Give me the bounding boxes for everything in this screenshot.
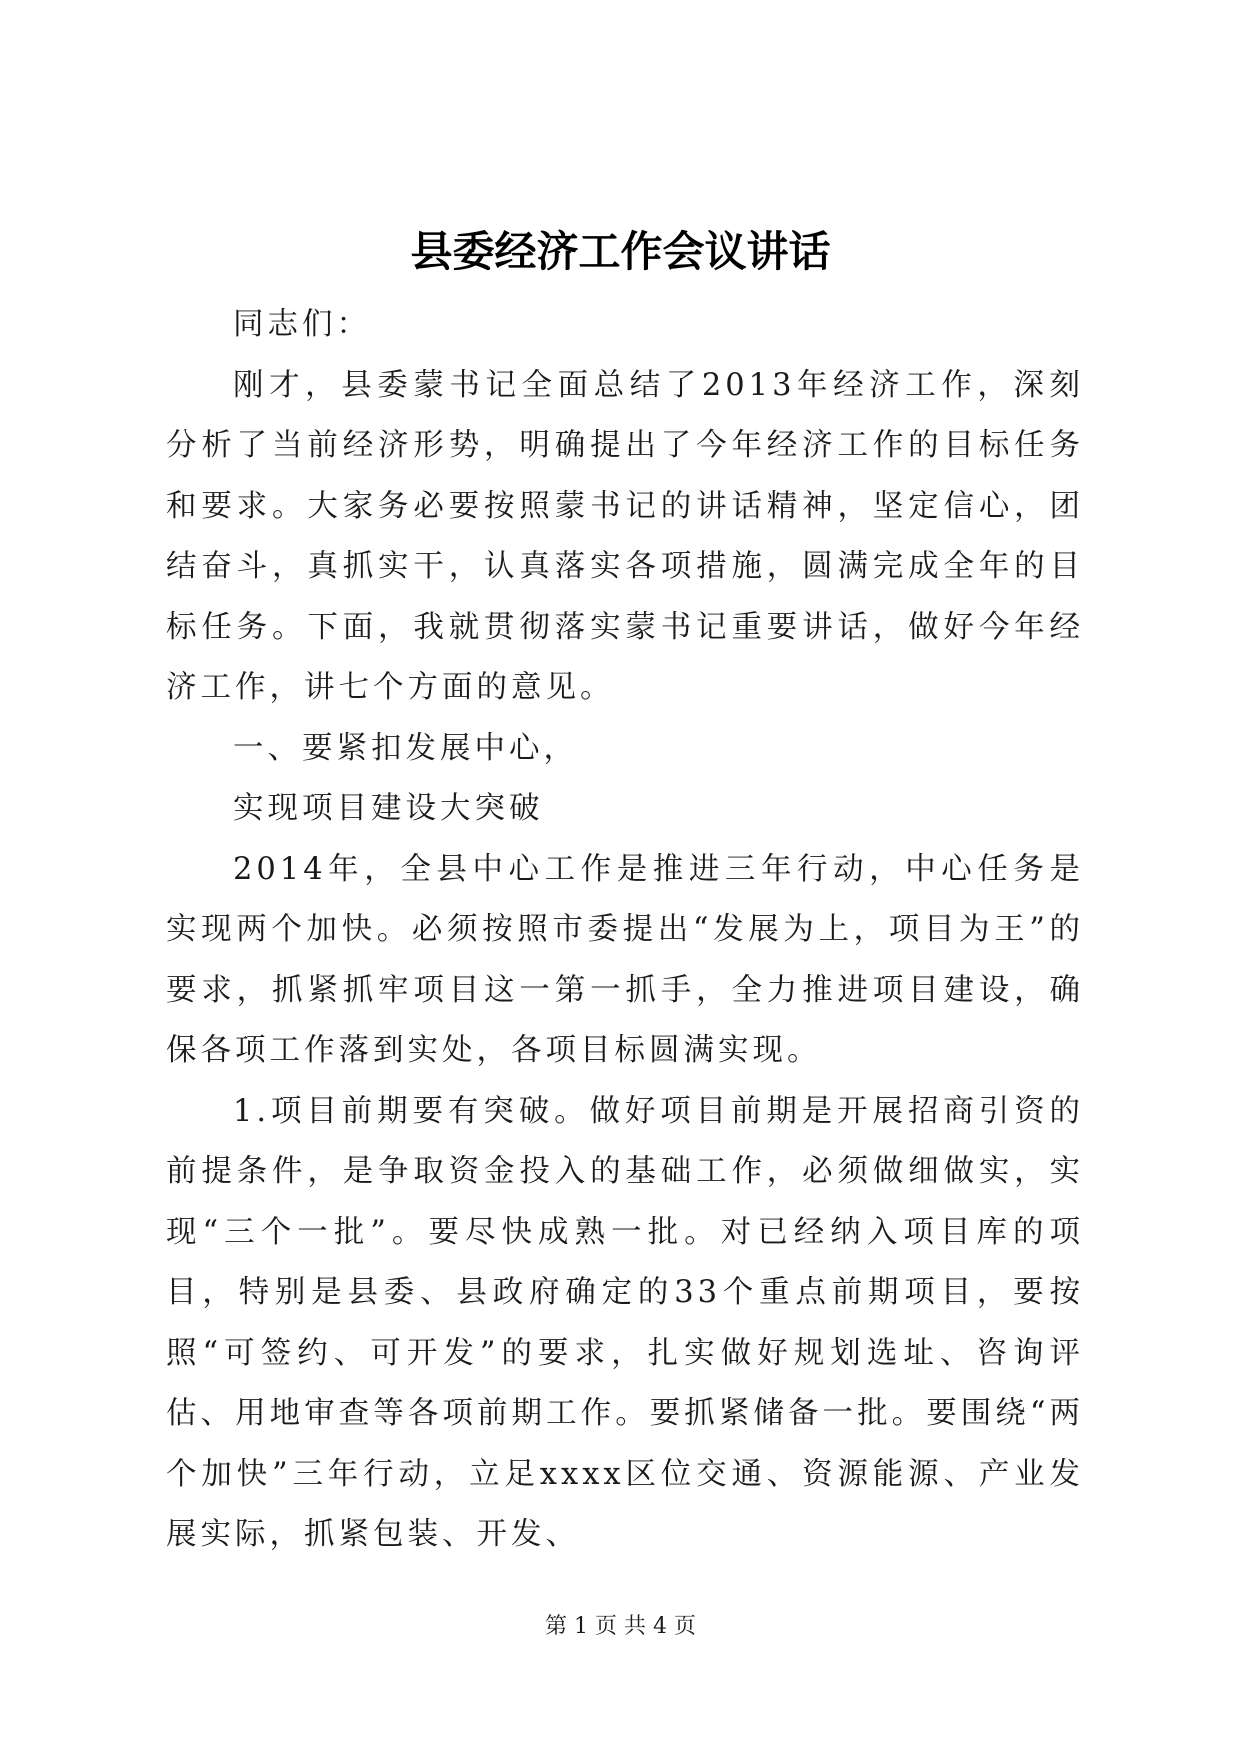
paragraph-2014: 2014年，全县中心工作是推进三年行动，中心任务是实现两个加快。必须按照市委提出“发展为上，项目为王”的要求，抓紧抓牢项目这一第一抓手，全力推进项目建设，确保各项工作落到实处，各项目标圆满实现。	[166, 851, 1084, 1068]
section-heading-1-sub: 实现项目建设大突破	[233, 791, 544, 826]
paragraph-salutation: 同志们：	[233, 307, 371, 342]
document-body	[166, 295, 1084, 1566]
document-title: 县委经济工作会议讲话	[410, 227, 831, 276]
paragraph-item-1: 1.项目前期要有突破。做好项目前期是开展招商引资的前提条件，是争取资金投入的基础工作，必须做细做实，实现“三个一批”。要尽快成熟一批。对已经纳入项目库的项目，特别是县委、县政府确定的33个重点前期项目，要按照“可签约、可开发”的要求，扎实做好规划选址、咨询评估、用地审查等各项前期工作。要抓紧储备一批。要围绕“两个加快”三年行动，立足xxxx区位交通、资源能源、产业发展实际，抓紧包装、开发、	[166, 1093, 1084, 1552]
page-footer: 第 1 页 共 4 页	[545, 1614, 696, 1639]
paragraph-intro: 刚才，县委蒙书记全面总结了2013年经济工作，深刻分析了当前经济形势，明确提出了今年经济工作的目标任务和要求。大家务必要按照蒙书记的讲话精神，坚定信心，团结奋斗，真抓实干，认真落实各项措施，圆满完成全年的目标任务。下面，我就贯彻落实蒙书记重要讲话，做好今年经济工作，讲七个方面的意见。	[166, 367, 1084, 705]
section-heading-1: 一、要紧扣发展中心，	[233, 730, 578, 766]
